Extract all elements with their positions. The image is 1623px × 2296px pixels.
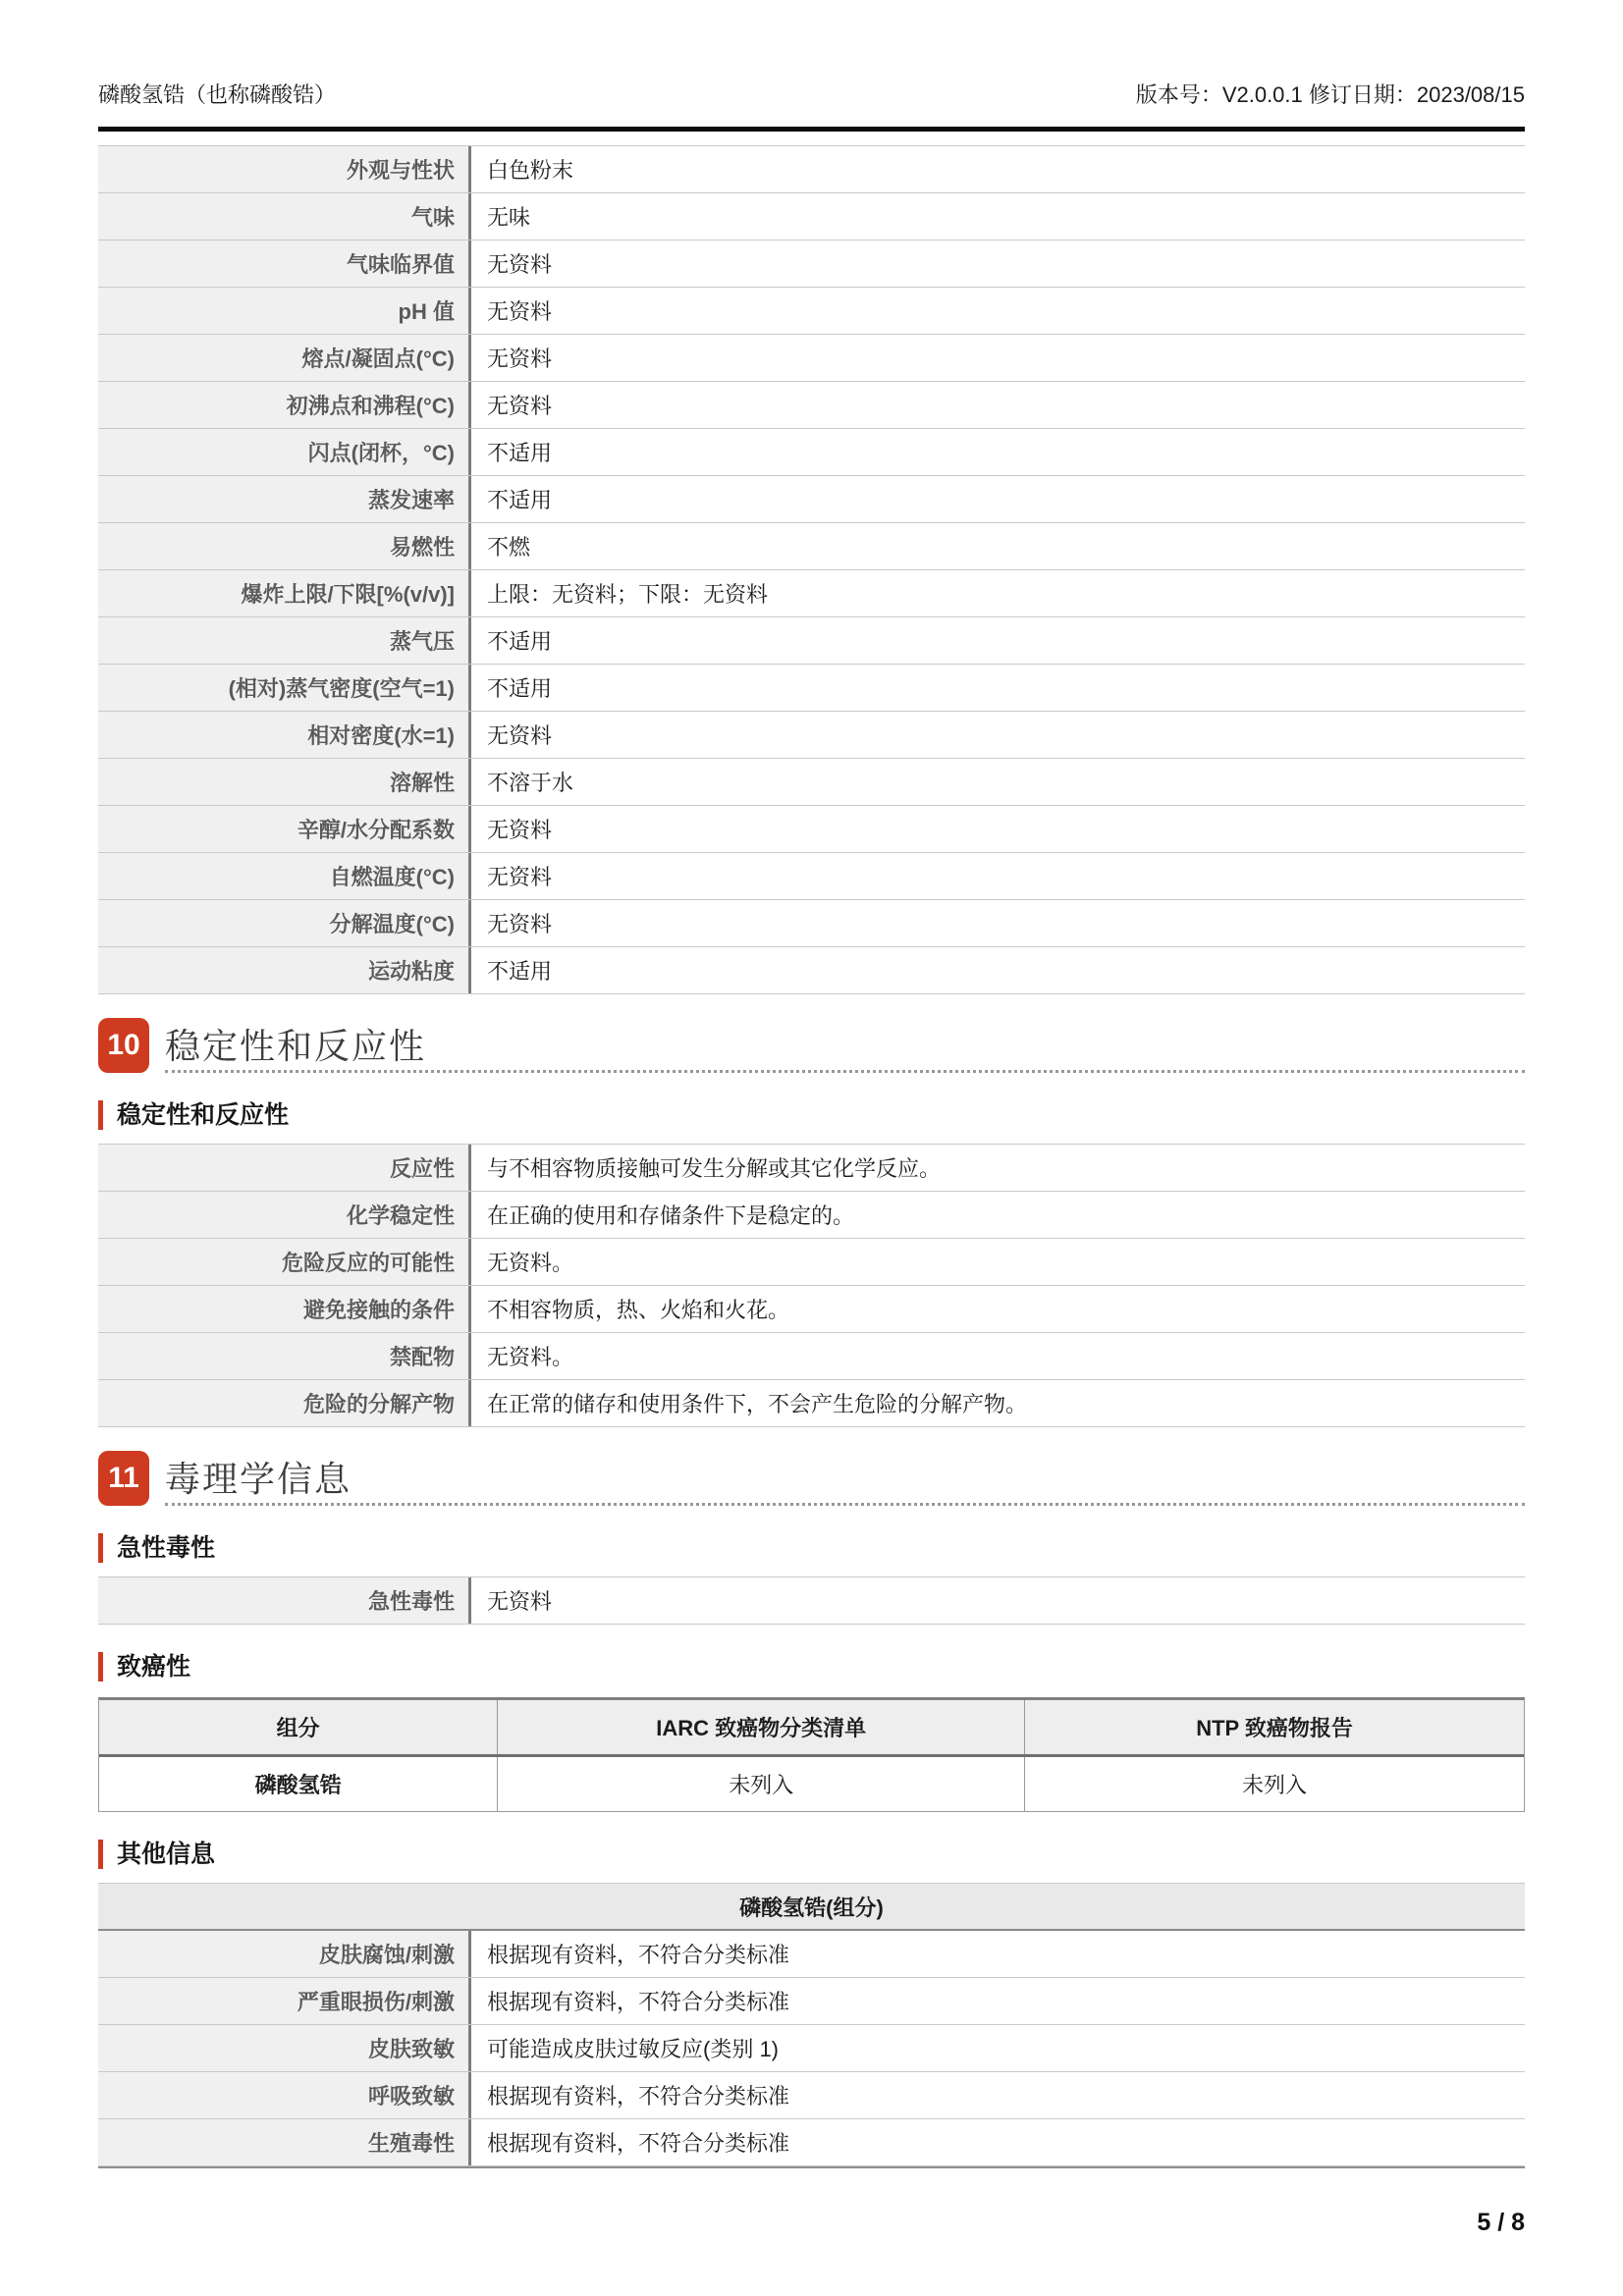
carcinogenicity-table xyxy=(98,1697,1525,1812)
property-value: 根据现有资料，不符合分类标准 xyxy=(487,1943,790,1967)
property-label: 蒸发速率 xyxy=(98,476,471,522)
stability-table xyxy=(98,1144,1525,1427)
property-label: 辛醇/水分配系数 xyxy=(98,806,471,852)
property-value: 无资料。 xyxy=(487,1345,574,1369)
property-value: 无资料 xyxy=(487,394,553,418)
property-value: 无资料 xyxy=(487,252,553,277)
property-label: (相对)蒸气密度(空气=1) xyxy=(98,665,471,711)
property-value: 不适用 xyxy=(487,959,553,984)
page-number: 5 / 8 xyxy=(1477,2209,1525,2236)
property-value: 无资料 xyxy=(487,1589,553,1614)
table-row xyxy=(99,1757,1524,1811)
property-row xyxy=(98,570,1525,617)
property-label: 初沸点和沸程(°C) xyxy=(98,382,471,428)
property-value: 根据现有资料，不符合分类标准 xyxy=(487,2131,790,2156)
property-label: 闪点(闭杯，°C) xyxy=(98,429,471,475)
property-row xyxy=(98,712,1525,759)
subsection-stability: 稳定性和反应性 xyxy=(98,1100,1525,1130)
property-row xyxy=(98,193,1525,240)
property-value: 无资料 xyxy=(487,865,553,889)
property-row xyxy=(98,1978,1525,2025)
property-value: 无资料 xyxy=(487,912,553,936)
property-label: 皮肤致敏 xyxy=(98,2025,471,2071)
property-row xyxy=(98,900,1525,947)
property-label: 运动粘度 xyxy=(98,947,471,993)
document-title: 磷酸氢锆（也称磷酸锆） xyxy=(98,82,337,107)
property-label: 危险的分解产物 xyxy=(98,1380,471,1426)
section-number-badge: 11 xyxy=(98,1451,149,1506)
property-value: 不燃 xyxy=(487,535,531,560)
property-value: 不适用 xyxy=(487,629,553,654)
property-label: 禁配物 xyxy=(98,1333,471,1379)
property-row xyxy=(98,288,1525,335)
property-row xyxy=(98,617,1525,665)
section-11-heading xyxy=(98,1451,1525,1506)
property-row xyxy=(98,1239,1525,1286)
property-row xyxy=(98,382,1525,429)
property-value: 上限：无资料；下限：无资料 xyxy=(487,582,769,607)
property-value: 不适用 xyxy=(487,441,553,465)
property-value: 无资料 xyxy=(487,347,553,371)
component-cell: 磷酸氢锆 xyxy=(99,1757,498,1811)
column-header: IARC 致癌物分类清单 xyxy=(498,1700,1025,1754)
property-label: pH 值 xyxy=(98,288,471,334)
property-label: 呼吸致敏 xyxy=(98,2072,471,2118)
property-value: 在正常的储存和使用条件下，不会产生危险的分解产物。 xyxy=(487,1392,1028,1416)
property-row xyxy=(98,2119,1525,2166)
section-title: 毒理学信息 xyxy=(165,1459,352,1499)
column-header: NTP 致癌物报告 xyxy=(1196,1716,1353,1740)
property-row xyxy=(98,523,1525,570)
carcinogenicity-body xyxy=(99,1757,1524,1811)
property-label: 分解温度(°C) xyxy=(98,900,471,946)
property-value: 不适用 xyxy=(487,676,553,701)
property-label: 气味临界值 xyxy=(98,240,471,287)
header-rule xyxy=(98,127,1525,132)
property-row xyxy=(98,1380,1525,1427)
property-label: 自燃温度(°C) xyxy=(98,853,471,899)
section-number-badge: 10 xyxy=(98,1018,149,1073)
property-label: 气味 xyxy=(98,193,471,240)
property-row xyxy=(98,853,1525,900)
property-row xyxy=(98,429,1525,476)
property-label: 外观与性状 xyxy=(98,146,471,192)
property-label: 严重眼损伤/刺激 xyxy=(98,1978,471,2024)
property-value: 无资料 xyxy=(487,818,553,842)
property-label: 急性毒性 xyxy=(98,1577,471,1624)
property-row xyxy=(98,947,1525,994)
property-row xyxy=(98,665,1525,712)
property-label: 溶解性 xyxy=(98,759,471,805)
property-label: 皮肤腐蚀/刺激 xyxy=(98,1931,471,1977)
property-row xyxy=(98,1145,1525,1192)
property-label: 化学稳定性 xyxy=(98,1192,471,1238)
property-row xyxy=(98,240,1525,288)
property-value: 不适用 xyxy=(487,488,553,512)
section-title-underline xyxy=(165,1451,1525,1506)
property-row xyxy=(98,335,1525,382)
property-label: 危险反应的可能性 xyxy=(98,1239,471,1285)
other-info-rows xyxy=(98,1931,1525,2168)
property-value: 与不相容物质接触可发生分解或其它化学反应。 xyxy=(487,1156,942,1181)
property-label: 避免接触的条件 xyxy=(98,1286,471,1332)
property-row xyxy=(98,1286,1525,1333)
property-row xyxy=(98,2025,1525,2072)
property-row xyxy=(98,476,1525,523)
property-value: 白色粉末 xyxy=(487,158,574,183)
page-header xyxy=(98,0,1525,109)
subsection-other-info: 其他信息 xyxy=(98,1840,1525,1869)
property-row xyxy=(98,146,1525,193)
property-row xyxy=(98,1931,1525,1978)
property-value: 根据现有资料，不符合分类标准 xyxy=(487,1990,790,2014)
property-row xyxy=(98,759,1525,806)
subsection-acute-toxicity: 急性毒性 xyxy=(98,1533,1525,1563)
section-10-heading xyxy=(98,1018,1525,1073)
other-info-table xyxy=(98,1883,1525,2168)
property-row xyxy=(98,2072,1525,2119)
property-value: 不溶于水 xyxy=(487,771,574,795)
property-value: 无资料 xyxy=(487,723,553,748)
component-span-header: 磷酸氢锆(组分) xyxy=(98,1884,1525,1931)
version-info: 版本号：V2.0.0.1 修订日期：2023/08/15 xyxy=(1135,82,1525,107)
property-label: 生殖毒性 xyxy=(98,2119,471,2165)
section-title: 稳定性和反应性 xyxy=(165,1026,427,1066)
property-label: 熔点/凝固点(°C) xyxy=(98,335,471,381)
property-row xyxy=(98,1333,1525,1380)
property-row xyxy=(98,1192,1525,1239)
property-label: 蒸气压 xyxy=(98,617,471,664)
property-value: 可能造成皮肤过敏反应(类别 1) xyxy=(487,2037,780,2061)
subsection-carcinogenicity: 致癌性 xyxy=(98,1652,1525,1682)
section-title-underline xyxy=(165,1018,1525,1073)
acute-toxicity-table xyxy=(98,1576,1525,1625)
column-header: 组分 xyxy=(99,1700,498,1754)
property-value: 无资料 xyxy=(487,299,553,324)
property-value: 无味 xyxy=(487,205,531,230)
property-row xyxy=(98,806,1525,853)
property-label: 反应性 xyxy=(98,1145,471,1191)
property-value: 不相容物质，热、火焰和火花。 xyxy=(487,1298,790,1322)
carcinogenicity-header-row xyxy=(99,1700,1524,1757)
ntp-cell: 未列入 xyxy=(1242,1773,1308,1797)
physical-properties-table xyxy=(98,145,1525,994)
property-value: 根据现有资料，不符合分类标准 xyxy=(487,2084,790,2109)
property-label: 爆炸上限/下限[%(v/v)] xyxy=(98,570,471,616)
property-row xyxy=(98,1577,1525,1625)
property-label: 易燃性 xyxy=(98,523,471,569)
property-value: 在正确的使用和存储条件下是稳定的。 xyxy=(487,1203,855,1228)
property-value: 无资料。 xyxy=(487,1251,574,1275)
property-label: 相对密度(水=1) xyxy=(98,712,471,758)
iarc-cell: 未列入 xyxy=(498,1757,1025,1811)
